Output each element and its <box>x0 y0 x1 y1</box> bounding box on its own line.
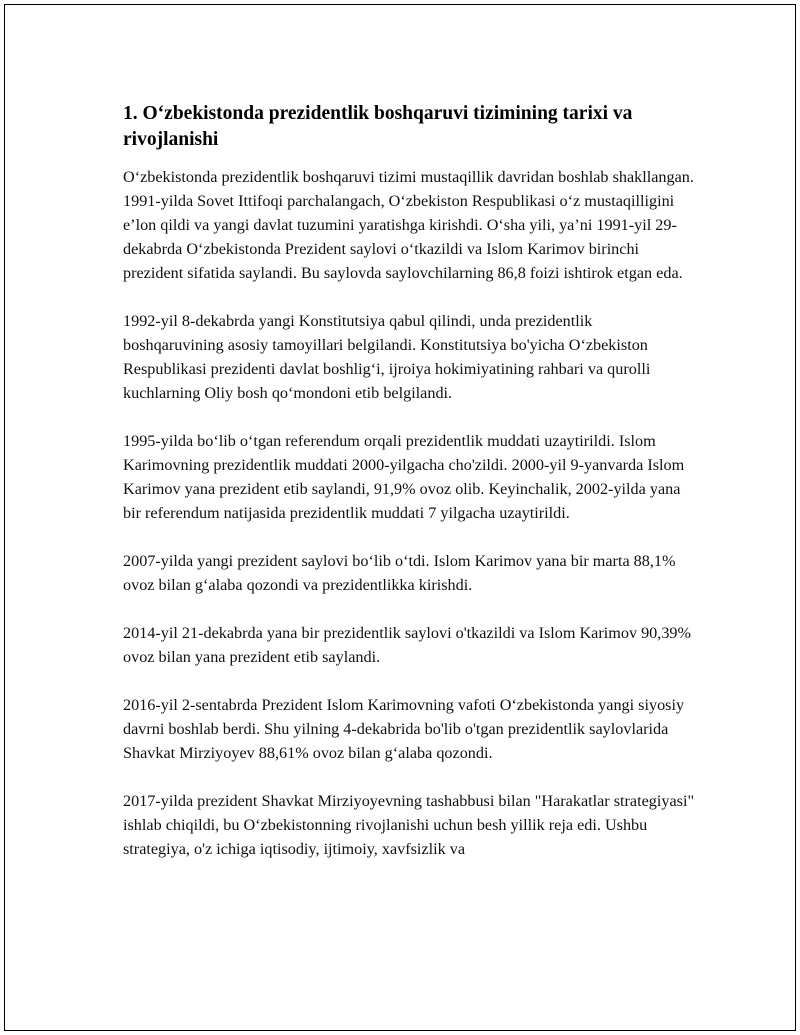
paragraph-6: 2016-yil 2-sentabrda Prezident Islom Karimovning vafoti O‘zbekistonda yangi siyosiy davrni boshlab berdi. Shu yilning 4-dekabrida bo'lib o'tgan prezidentlik saylovlarida Shavkat Mirziyoyev 88,61% ovoz bilan g‘alaba qozondi. <box>123 696 685 762</box>
paragraph-5: 2014-yil 21-dekabrda yana bir prezidentlik saylovi o'tkazildi va Islom Karimov 90,39% ovoz bilan yana prezident etib saylandi. <box>123 624 691 666</box>
paragraph-3: 1995-yilda bo‘lib o‘tgan referendum orqali prezidentlik muddati uzaytirildi. Islom Karimovning prezidentlik muddati 2000-yilgacha cho'zildi. 2000-yil 9-yanvarda Islom Karimov yana prezident etib saylandi, 91,9% ovoz olib. Keyinchalik, 2002-yilda yana bir referendum natijasida prezidentlik muddati 7 yilgacha uzaytirildi. <box>123 432 685 522</box>
paragraph-7: 2017-yilda prezident Shavkat Mirziyoyevning tashabbusi bilan "Harakatlar strategiyasi" ishlab chiqildi, bu O‘zbekistonning rivojlanishi uchun besh yillik reja edi. Ushbu strategiya, o'z ichiga iqtisodiy, ijtimoiy, xavfsizlik va <box>123 792 695 858</box>
paragraph-2: 1992-yil 8-dekabrda yangi Konstitutsiya qabul qilindi, unda prezidentlik boshqaruvining asosiy tamoyillari belgilandi. Konstitutsiya bo'yicha O‘zbekiston Respublikasi prezidenti davlat boshlig‘i, ijroiya hokimiyatining rahbari va qurolli kuchlarning Oliy bosh qo‘mondoni etib belgilandi. <box>123 312 651 402</box>
paragraph-4: 2007-yilda yangi prezident saylovi bo‘lib o‘tdi. Islom Karimov yana bir marta 88,1% ovoz bilan g‘alaba qozondi va prezidentlikka kirishdi. <box>123 552 676 594</box>
document-body <box>123 101 697 885</box>
section-heading: 1. O‘zbekistonda prezidentlik boshqaruvi tizimining tarixi va rivojlanishi <box>123 103 633 150</box>
paragraph-1: O‘zbekistonda prezidentlik boshqaruvi tizimi mustaqillik davridan boshlab shakllangan. 1991-yilda Sovet Ittifoqi parchalangach, O‘zbekiston Respublikasi o‘z mustaqilligini e’lon qildi va yangi davlat tuzumini yaratishga kirishdi. O‘sha yili, ya’ni 1991-yil 29-dekabrda O‘zbekistonda Prezident saylovi o‘tkazildi va Islom Karimov birinchi prezident sifatida saylandi. Bu saylovda saylovchilarning 86,8 foizi ishtirok etgan eda. <box>123 168 694 282</box>
document-page <box>4 4 796 1031</box>
